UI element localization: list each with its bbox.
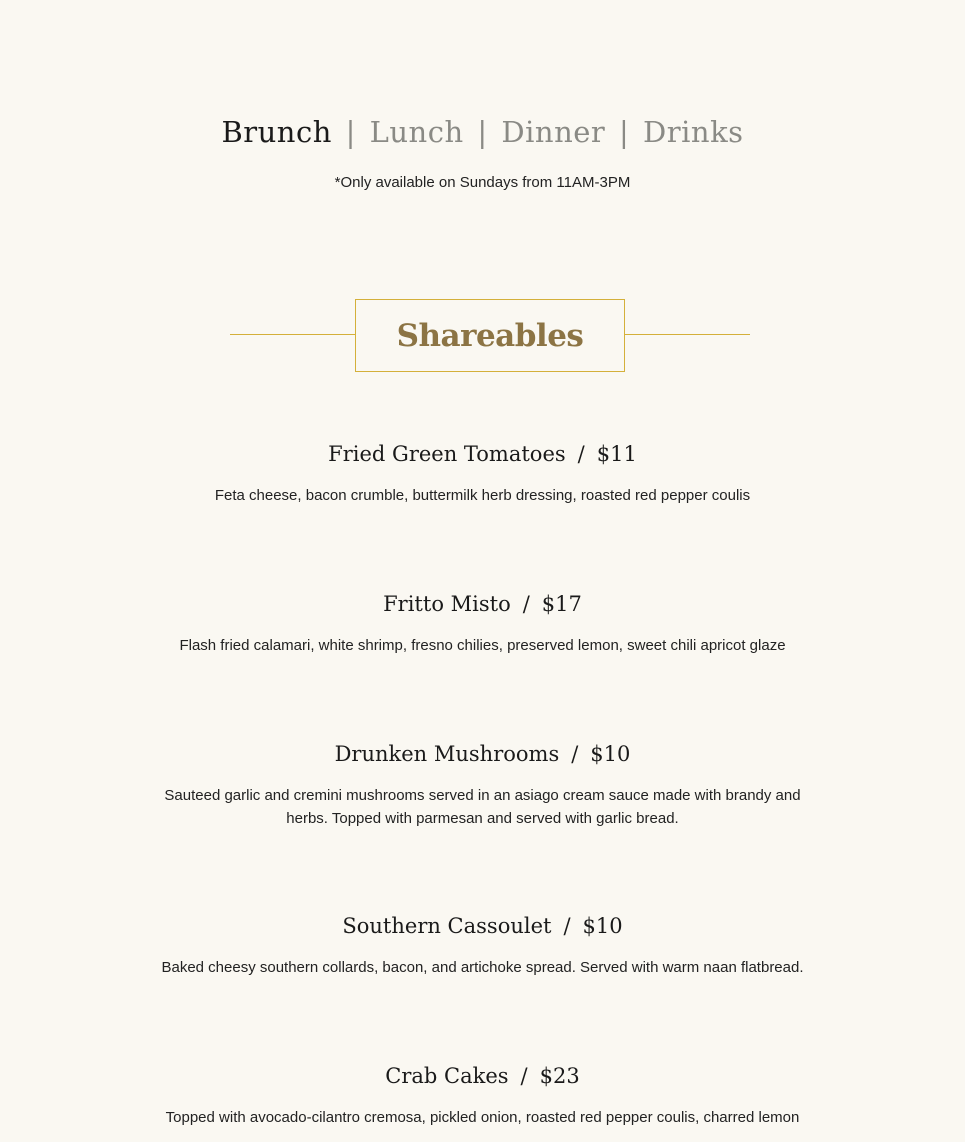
tab-separator: | xyxy=(619,115,630,149)
divider-left xyxy=(230,334,355,335)
price-separator: / xyxy=(571,742,579,766)
menu-tabs xyxy=(0,112,965,152)
menu-item xyxy=(0,590,965,657)
price-separator: / xyxy=(520,1064,528,1088)
tab-separator: | xyxy=(345,115,356,149)
menu-item-name: Fritto Misto xyxy=(383,592,511,616)
menu-item xyxy=(0,740,965,830)
menu-item-description: Topped with avocado-cilantro cremosa, pickled onion, roasted red pepper coulis, charred lemon xyxy=(165,1109,800,1126)
availability-note: *Only available on Sundays from 11AM-3PM xyxy=(334,174,631,191)
tab-separator: | xyxy=(477,115,488,149)
menu-item xyxy=(0,912,965,979)
price-separator: / xyxy=(563,914,571,938)
menu-item-price: $17 xyxy=(541,592,582,616)
price-separator: / xyxy=(522,592,530,616)
menu-item xyxy=(0,1062,965,1129)
menu-item-price: $10 xyxy=(582,914,623,938)
menu-item-heading xyxy=(0,440,965,468)
menu-item-name: Drunken Mushrooms xyxy=(334,742,560,766)
menu-item xyxy=(0,440,965,507)
menu-item-heading xyxy=(0,912,965,940)
menu-item-heading xyxy=(0,1062,965,1090)
menu-item-description: Feta cheese, bacon crumble, buttermilk herb dressing, roasted red pepper coulis xyxy=(214,487,751,504)
menu-item-description: Baked cheesy southern collards, bacon, and artichoke spread. Served with warm naan flatbread. xyxy=(161,959,804,976)
menu-item-price: $10 xyxy=(590,742,631,766)
menu-item-heading xyxy=(0,590,965,618)
menu-item-name: Southern Cassoulet xyxy=(342,914,552,938)
section-header xyxy=(230,299,750,372)
menu-item-name: Crab Cakes xyxy=(385,1064,509,1088)
menu-item-description: Sauteed garlic and cremini mushrooms served in an asiago cream sauce made with brandy and herbs. Topped with parmesan and served with garlic bread. xyxy=(164,787,801,827)
divider-right xyxy=(625,334,750,335)
menu-item-name: Fried Green Tomatoes xyxy=(328,442,566,466)
tab-lunch[interactable]: Lunch xyxy=(369,115,464,149)
section-title: Shareables xyxy=(396,317,584,354)
tab-drinks[interactable]: Drinks xyxy=(643,115,744,149)
menu-item-description: Flash fried calamari, white shrimp, fresno chilies, preserved lemon, sweet chili apricot glaze xyxy=(179,637,786,654)
tab-brunch[interactable]: Brunch xyxy=(221,115,332,149)
price-separator: / xyxy=(577,442,585,466)
menu-item-price: $11 xyxy=(596,442,637,466)
tab-dinner[interactable]: Dinner xyxy=(501,115,606,149)
menu-item-heading xyxy=(0,740,965,768)
menu-item-price: $23 xyxy=(539,1064,580,1088)
section-title-box xyxy=(355,299,625,372)
